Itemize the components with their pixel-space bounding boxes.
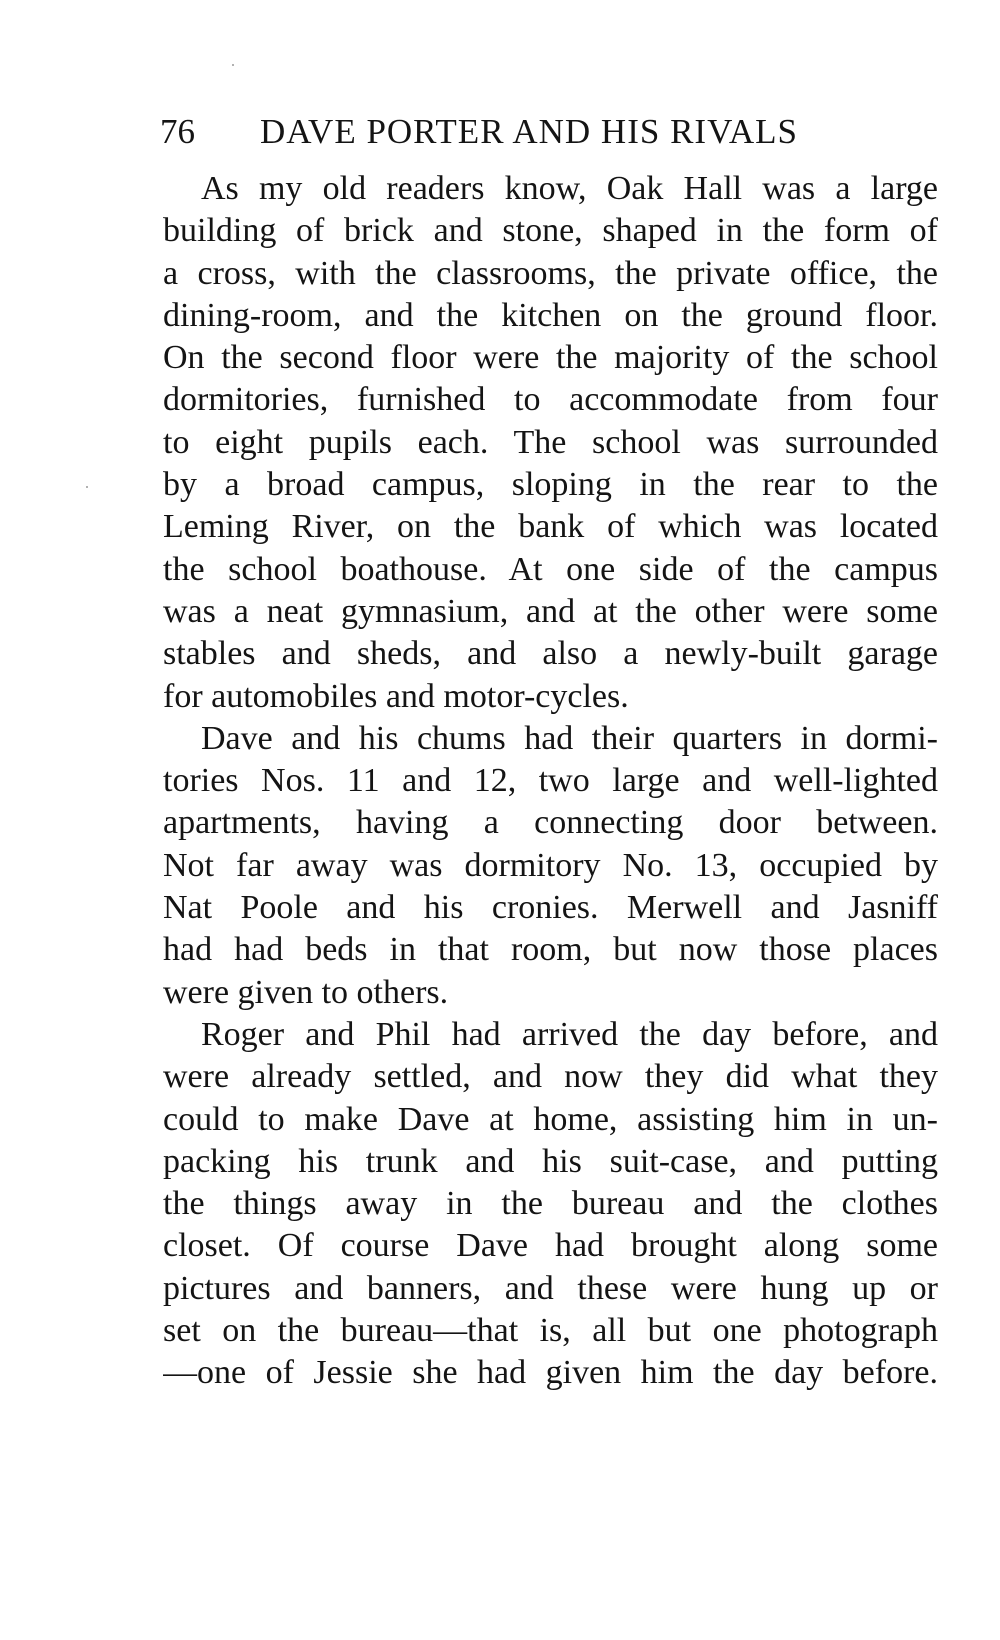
- text-line: to eight pupils each. The school was surrounded: [163, 423, 938, 461]
- text-line: Leming River, on the bank of which was located: [163, 508, 938, 546]
- text-line: stables and sheds, and also a newly-built garage: [163, 635, 938, 673]
- text-line: by a broad campus, sloping in the rear to the: [163, 466, 938, 504]
- body-text: [163, 168, 938, 1395]
- text-line: packing his trunk and his suit-case, and putting: [163, 1142, 938, 1180]
- text-line: Roger and Phil had arrived the day before, and: [201, 1015, 938, 1053]
- print-speck: [86, 486, 88, 488]
- running-title: DAVE PORTER AND HIS RIVALS: [260, 112, 798, 151]
- text-line: On the second floor were the majority of the school: [163, 339, 938, 377]
- text-line: Not far away was dormitory No. 13, occupied by: [163, 846, 938, 884]
- text-line: could to make Dave at home, assisting him in un-: [163, 1100, 938, 1138]
- text-line: Nat Poole and his cronies. Merwell and Jasniff: [163, 889, 938, 927]
- text-line: dining-room, and the kitchen on the ground floor.: [163, 296, 938, 334]
- text-line: pictures and banners, and these were hung up or: [163, 1269, 938, 1307]
- text-line: a cross, with the classrooms, the private office, the: [163, 254, 938, 292]
- text-line: set on the bureau—that is, all but one photograph: [163, 1312, 938, 1350]
- text-line: the school boathouse. At one side of the campus: [163, 550, 938, 588]
- print-speck: [232, 64, 234, 66]
- text-line: —one of Jessie she had given him the day before.: [163, 1354, 938, 1392]
- text-line: for automobiles and motor-cycles.: [163, 677, 629, 715]
- text-line: had had beds in that room, but now those places: [163, 931, 938, 969]
- text-line: apartments, having a connecting door between.: [163, 804, 938, 842]
- text-line: building of brick and stone, shaped in the form of: [163, 212, 938, 250]
- text-line: Dave and his chums had their quarters in dormi-: [201, 719, 938, 757]
- text-line: dormitories, furnished to accommodate from four: [163, 381, 938, 419]
- running-head: [160, 108, 860, 156]
- text-line: was a neat gymnasium, and at the other were some: [163, 592, 938, 630]
- text-line: were already settled, and now they did what they: [163, 1058, 938, 1096]
- text-line: tories Nos. 11 and 12, two large and well-lighted: [163, 762, 938, 800]
- page-number: 76: [160, 112, 195, 151]
- text-line: closet. Of course Dave had brought along some: [163, 1227, 938, 1265]
- text-line: were given to others.: [163, 973, 449, 1011]
- text-line: the things away in the bureau and the clothes: [163, 1185, 938, 1223]
- text-line: As my old readers know, Oak Hall was a large: [201, 170, 938, 207]
